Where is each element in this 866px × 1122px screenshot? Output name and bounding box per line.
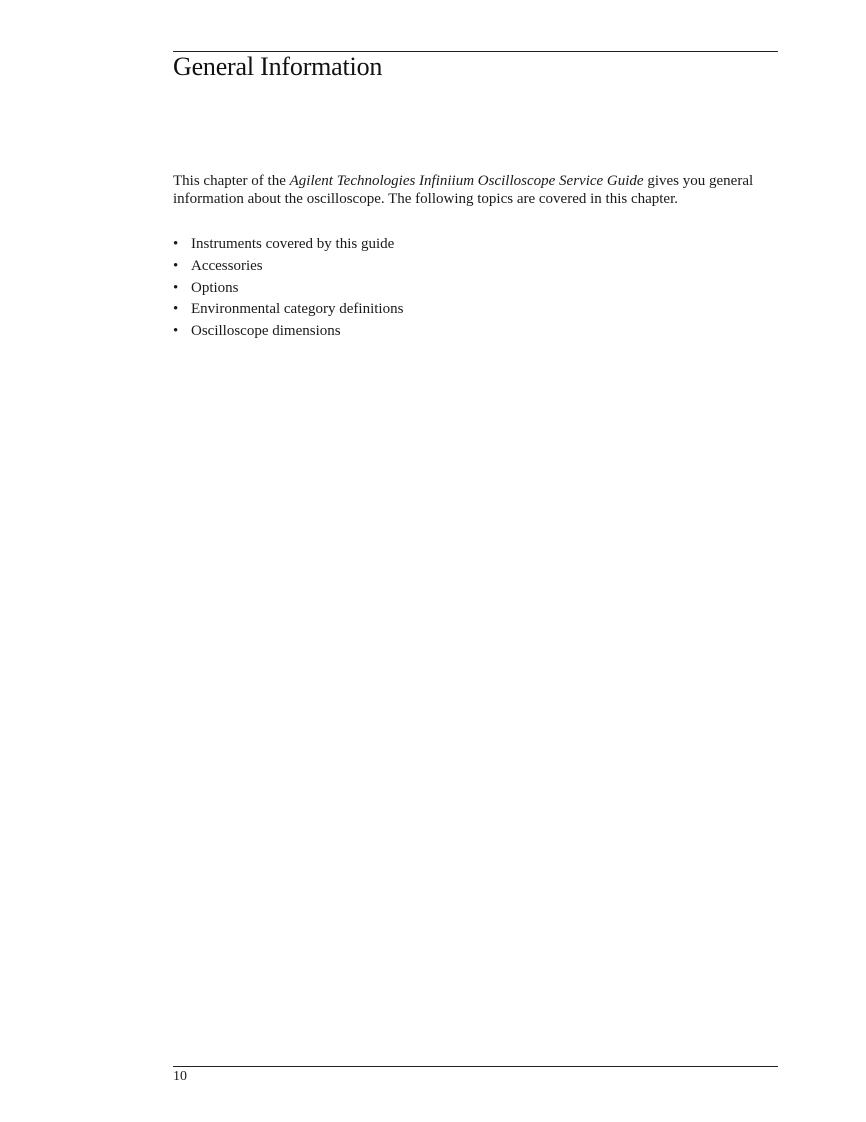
topic-item-accessories [173, 257, 403, 279]
guide-title: Agilent Technologies Infiniium Oscilloscope Service Guide [289, 173, 644, 189]
bullet-icon: • [173, 301, 179, 318]
topic-label: Options [191, 279, 239, 296]
chapter-title: General Information [173, 52, 383, 81]
topic-label: Instruments covered by this guide [191, 236, 395, 252]
topic-label: Environmental category definitions [191, 301, 404, 318]
topic-label: Accessories [191, 257, 263, 274]
topic-label: Oscilloscope dimensions [191, 323, 341, 340]
footer-rule [173, 1066, 778, 1067]
bullet-icon: • [173, 257, 179, 274]
topic-item-options [173, 279, 403, 301]
intro-paragraph [173, 173, 773, 208]
intro-text-before: This chapter of the [173, 173, 290, 189]
topic-item-dimensions [173, 322, 403, 344]
bullet-icon: • [173, 236, 179, 252]
topic-item-environmental [173, 300, 403, 322]
intro-text-after: gives you general information about the oscilloscope. The following topics are covered in this chapter. [173, 173, 754, 207]
bullet-icon: • [173, 323, 179, 340]
page-number: 10 [173, 1069, 187, 1084]
topic-list [173, 235, 403, 344]
bullet-icon: • [173, 279, 179, 296]
topic-item-instruments [173, 235, 403, 257]
